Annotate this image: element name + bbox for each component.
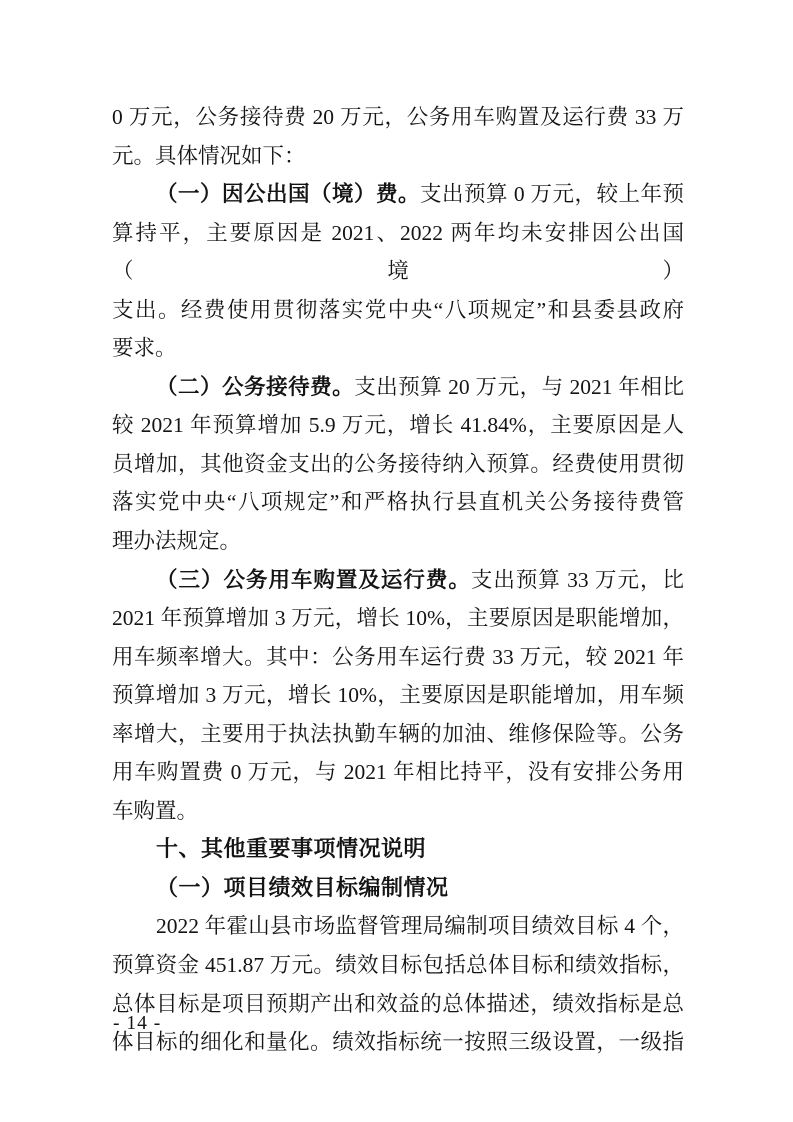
text-run: 体目标的细化和量化。绩效指标统一按照三级设置，一级指: [112, 1030, 684, 1055]
text-line: [112, 175, 684, 214]
text-run: 支出预算 33 万元，比: [470, 567, 684, 592]
text-line: [112, 329, 684, 368]
text-run: 总体目标是项目预期产出和效益的总体描述，绩效指标是总: [112, 991, 684, 1016]
text-line: [112, 483, 684, 522]
text-block: [112, 98, 684, 1062]
text-run: 用车频率增大。其中：公务用车运行费 33 万元，较 2021 年: [112, 644, 684, 669]
text-line: [112, 676, 684, 715]
text-line: [112, 1023, 684, 1062]
text-run: 支出预算 0 万元，较上年预: [420, 182, 684, 207]
text-run: 车购置。: [112, 798, 199, 823]
text-run: 率增大，主要用于执法执勤车辆的加油、维修保险等。公务: [112, 721, 684, 746]
text-run: 预算增加 3 万元，增长 10%，主要原因是职能增加，用车频: [112, 683, 684, 708]
section-heading-line: [112, 830, 684, 869]
text-line: [112, 753, 684, 792]
text-line: [112, 445, 684, 484]
bold-run: （一）因公出国（境）费。: [156, 182, 420, 207]
text-run: 落实党中央“八项规定”和严格执行县直机关公务接待费管: [112, 490, 684, 515]
text-line: [112, 368, 684, 407]
text-run: 元。具体情况如下：: [112, 143, 306, 168]
text-run: 员增加，其他资金支出的公务接待纳入预算。经费使用贯彻: [112, 451, 684, 476]
text-run: 较 2021 年预算增加 5.9 万元，增长 41.84%，主要原因是人: [112, 413, 684, 438]
bold-run: （一）项目绩效目标编制情况: [156, 874, 449, 900]
text-line: [112, 291, 684, 330]
text-line: [112, 638, 684, 677]
text-line: [112, 98, 684, 137]
text-run: 2021 年预算增加 3 万元，增长 10%，主要原因是职能增加，: [112, 606, 684, 631]
text-line: [112, 792, 684, 831]
text-line: [112, 137, 684, 176]
text-line: [112, 522, 684, 561]
text-run: 要求。: [112, 336, 177, 361]
text-run: 算持平，主要原因是 2021、2022 两年均未安排因公出国（境）: [112, 220, 684, 284]
text-run: 0 万元，公务接待费 20 万元，公务用车购置及运行费 33 万: [112, 105, 684, 129]
text-run: 2022 年霍山县市场监督管理局编制项目绩效目标 4 个，: [156, 914, 684, 939]
text-run: 理办法规定。: [112, 529, 242, 554]
text-run: 支出预算 20 万元，与 2021 年相比: [354, 374, 684, 399]
text-run: 预算资金 451.87 万元。绩效目标包括总体目标和绩效指标，: [112, 953, 684, 978]
text-line: [112, 715, 684, 754]
text-run: 用车购置费 0 万元，与 2021 年相比持平，没有安排公务用: [112, 760, 684, 785]
bold-run: （二）公务接待费。: [156, 374, 355, 399]
text-line: [112, 985, 684, 1024]
text-line: [112, 599, 684, 638]
text-line: [112, 214, 684, 291]
page-number-label: - 14 -: [113, 1013, 162, 1034]
bold-run: （三）公务用车购置及运行费。: [156, 567, 471, 592]
text-line: [112, 406, 684, 445]
text-line: [112, 561, 684, 600]
text-line: [112, 907, 684, 946]
subsection-heading-line: [112, 869, 684, 908]
text-line: [112, 946, 684, 985]
bold-run: 十、其他重要事项情况说明: [156, 836, 427, 862]
text-run: 支出。经费使用贯彻落实党中央“八项规定”和县委县政府: [112, 297, 684, 322]
